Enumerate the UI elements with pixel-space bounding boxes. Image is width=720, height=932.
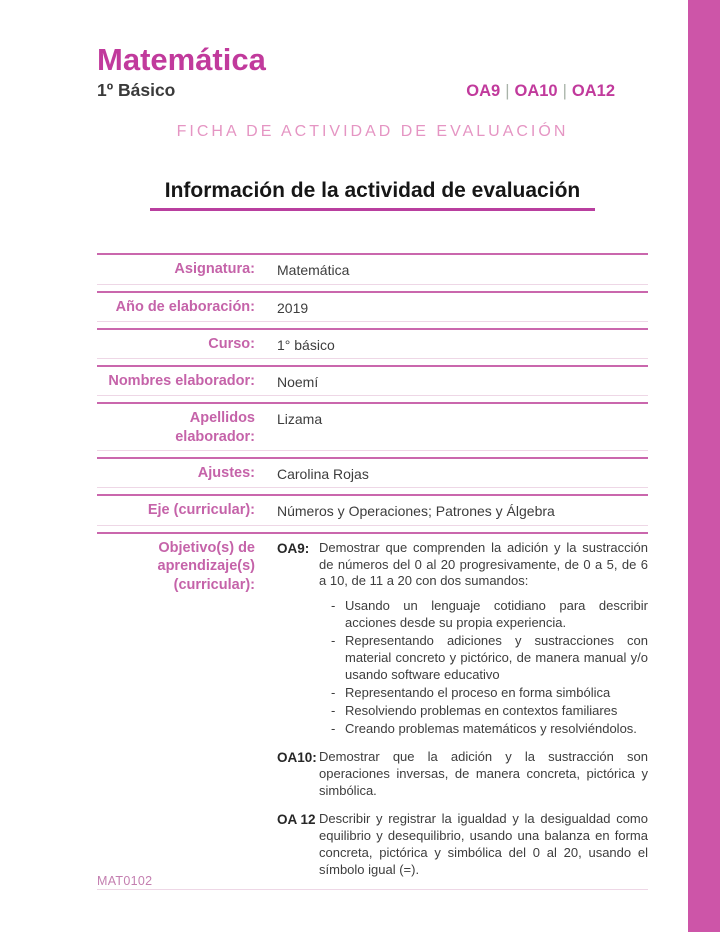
- oa-badge: OA10: [514, 81, 558, 100]
- bullet-dash: -: [331, 720, 336, 736]
- bullet-item: [331, 703, 648, 720]
- objective-text: Describir y registrar la igualdad y la desigualdad como equilibrio y desequilibrio, usando una balanza en forma concreta, pictórica y simbólica del 0 al 20, usando el símbolo igual (=).: [319, 811, 648, 877]
- grade-label: 1º Básico: [97, 79, 176, 100]
- oa-badges: [466, 82, 648, 101]
- oa-badge: OA12: [571, 81, 615, 100]
- row-label: Año de elaboración:: [115, 298, 255, 315]
- bullet-dash: -: [331, 684, 336, 700]
- objective-code: OA 12: [277, 812, 316, 828]
- row-label: Ajustes:: [197, 465, 255, 482]
- row-label: Apellidos elaborador:: [175, 410, 255, 445]
- row-value: Noemí: [277, 373, 319, 390]
- table-row-objetivos: [97, 532, 648, 890]
- row-value: 1° básico: [277, 336, 335, 353]
- bullet-item: [331, 721, 648, 738]
- objective-oa12: [277, 811, 648, 879]
- table-row-curso: [97, 328, 648, 359]
- bullet-text: Representando adiciones y sustracciones con material concreto y pictórico, de manera manual y/o usando software educativo: [345, 633, 648, 682]
- row-label: Curso:: [208, 335, 255, 352]
- bullet-text: Creando problemas matemáticos y resolviéndolos.: [345, 720, 637, 736]
- bullet-item: [331, 598, 648, 632]
- objective-body: [319, 540, 648, 739]
- bullet-dash: -: [331, 598, 336, 614]
- bullet-dash: -: [331, 702, 336, 718]
- subject-title: Matemática: [97, 42, 266, 77]
- section-title: Información de la actividad de evaluación: [150, 179, 595, 211]
- bullet-dash: -: [331, 633, 336, 649]
- objective-code: OA9:: [277, 540, 310, 556]
- badge-separator: |: [505, 81, 510, 100]
- objective-text: Demostrar que comprenden la adición y la sustracción de números del 0 al 20 progresivamente, de 0 a 5, de 6 a 10, de 11 a 20 con dos sumandos:: [319, 539, 648, 589]
- bullet-item: [331, 685, 648, 702]
- row-label: Nombres elaborador:: [108, 372, 255, 389]
- row-value: Lizama: [277, 411, 323, 428]
- section-title-wrap: [97, 162, 648, 229]
- bullet-text: Resolviendo problemas en contextos familiares: [345, 702, 618, 718]
- row-value: Carolina Rojas: [277, 466, 369, 483]
- oa-badge: OA9: [466, 81, 501, 100]
- footer-code: MAT0102: [97, 874, 153, 888]
- badge-separator: |: [562, 81, 567, 100]
- objective-oa10: [277, 749, 648, 800]
- objective-body: [319, 811, 648, 879]
- objective-code: OA10:: [277, 750, 317, 766]
- table-row-apellidos: [97, 402, 648, 451]
- objective-bullet-list: [319, 598, 648, 737]
- bullet-text: Representando el proceso en forma simbólica: [345, 684, 611, 700]
- header-row: [97, 80, 648, 101]
- right-accent-band: [688, 0, 720, 932]
- table-row-ano: [97, 291, 648, 322]
- table-row-eje: [97, 494, 648, 525]
- bullet-text: Usando un lenguaje cotidiano para describir acciones desde su propia experiencia.: [345, 598, 648, 631]
- page-content: [97, 0, 648, 890]
- row-label: Eje (curricular):: [147, 502, 255, 519]
- row-label: Asignatura:: [174, 261, 255, 278]
- row-value: Matemática: [277, 262, 350, 279]
- table-row-nombres: [97, 365, 648, 396]
- row-value: Números y Operaciones; Patrones y Álgebra: [277, 503, 555, 520]
- bullet-item: [331, 633, 648, 684]
- info-table: [97, 253, 648, 889]
- objectives-value: [277, 539, 648, 879]
- objective-body: [319, 749, 648, 800]
- table-row-ajustes: [97, 457, 648, 488]
- row-label: Objetivo(s) de aprendizaje(s) (curricular):: [157, 539, 255, 593]
- table-row-asignatura: [97, 253, 648, 284]
- row-value: 2019: [277, 299, 309, 316]
- objective-oa9: [277, 540, 648, 739]
- objective-text: Demostrar que la adición y la sustracción son operaciones inversas, de manera concreta, pictórica y simbólica.: [319, 749, 648, 799]
- ficha-title: FICHA DE ACTIVIDAD DE EVALUACIÓN: [176, 122, 569, 140]
